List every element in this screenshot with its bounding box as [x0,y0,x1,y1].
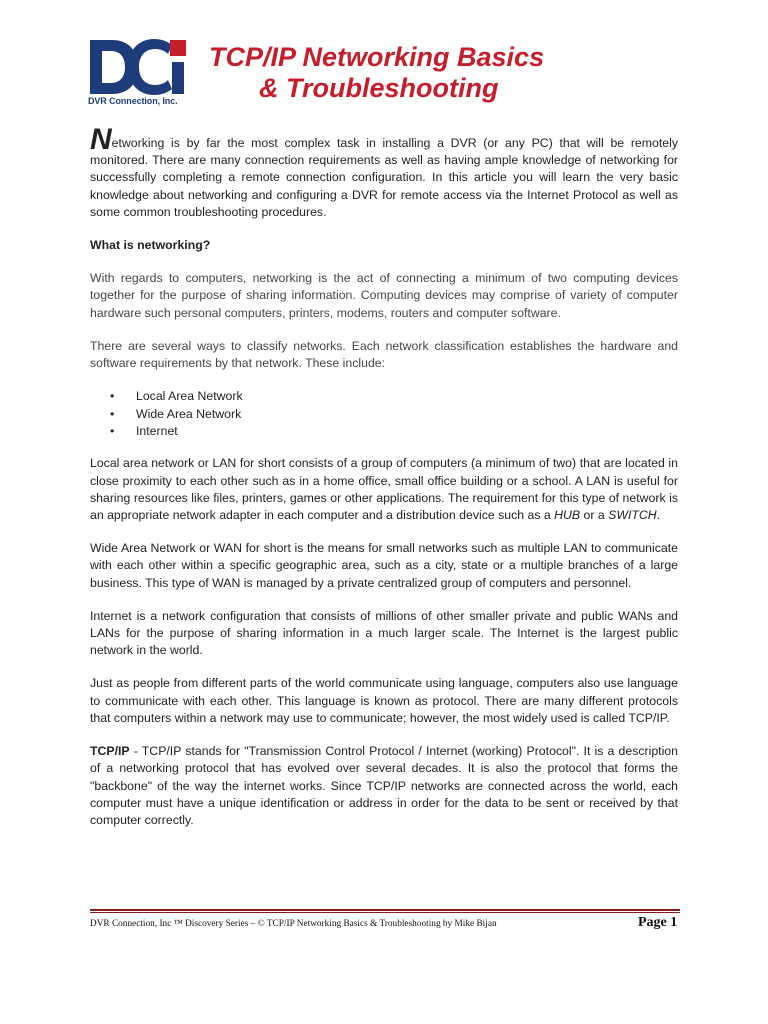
lan-text: Local area network or LAN for short consists of a group of computers (a minimum of two) that are located in close proximity to each other such as in a home office, small office building or a school. A LAN is useful for sharing resources like files, printers, games or other applications. The requirement for this type of network is an appropriate network adapter in each computer and a distribution device such as a [90,456,678,523]
footer-text: DVR Connection, Inc ™ Discovery Series – © TCP/IP Networking Basics & Troubleshooting by Mike Bijan [90,919,497,929]
list-item: • Local Area Network [136,388,678,405]
wan-paragraph: Wide Area Network or WAN for short is the means for small networks such as multiple LAN to communicate with each other within a specific geographic area, such as a city, state or a multiple branches of a large business. This type of WAN is managed by a private centralized group of computers and personnel. [90,541,678,590]
protocol-paragraph: Just as people from different parts of the world communicate using language, computers also use language to communicate with each other. This language is known as protocol. There are many different protocols that computers within a network may use to communicate; however, the most widely used is called TCP/IP. [90,676,678,725]
list-item: • Wide Area Network [136,406,678,423]
networking-definition: With regards to computers, networking is the act of connecting a minimum of two computing devices together for the purpose of sharing information. Computing devices may comprise of variety of computer hardware such personal computers, printers, modems, routers and computer software. [90,271,678,320]
logo-subtitle: DVR Connection, Inc. [88,96,178,106]
document-body [90,123,678,845]
lan-paragraph [90,455,678,524]
footer-divider [90,909,680,911]
lan-end: . [656,508,661,523]
classification-paragraph: There are several ways to classify networks. Each network classification establishes the hardware and software requirements by that network. These include: [90,338,678,371]
intro-paragraph [90,123,678,221]
title-line-1: TCP/IP Networking Basics [209,42,545,72]
tcpip-text: - TCP/IP stands for "Transmission Control Protocol / Internet (working) Protocol". It is a description of a networking protocol that has evolved over several decades. It is also the protocol that forms the "backbone" of the way the internet works. Since TCP/IP networks are connected across the world, each computer must have a unique identification or address in order for the data to be sent or received by that computer correctly. [90,744,678,827]
company-logo [88,38,188,108]
internet-paragraph: Internet is a network configuration that consists of millions of other smaller private and public WANs and LANs for the purpose of sharing information in a much larger scale. The Internet is the largest public network in the world. [90,608,678,658]
drop-cap: N [90,123,112,156]
footer-divider-thin [90,912,680,913]
switch-term: SWITCH [608,508,657,523]
intro-text: etworking is by far the most complex task in installing a DVR (or any PC) that will be remotely monitored. There are many connection requirements as well as having ample knowledge of networking for successfully completing a remote connection configuration. In this article you will learn the very basic knowledge about networking and configuring a DVR for remote access via the Internet Protocol as well as some common troubleshooting procedures. [90,136,678,219]
list-item: • Internet [136,423,678,440]
tcpip-paragraph [90,743,678,829]
title-line-2: & Troubleshooting [259,73,499,103]
page-number: Page 1 [638,915,678,930]
hub-term: HUB [554,508,581,523]
dci-logo-graphic [88,38,188,96]
lan-or: or a [580,508,609,523]
tcpip-label: TCP/IP [90,744,130,759]
document-title [205,42,655,104]
network-types-list [90,388,678,440]
section-heading: What is networking? [90,238,211,253]
